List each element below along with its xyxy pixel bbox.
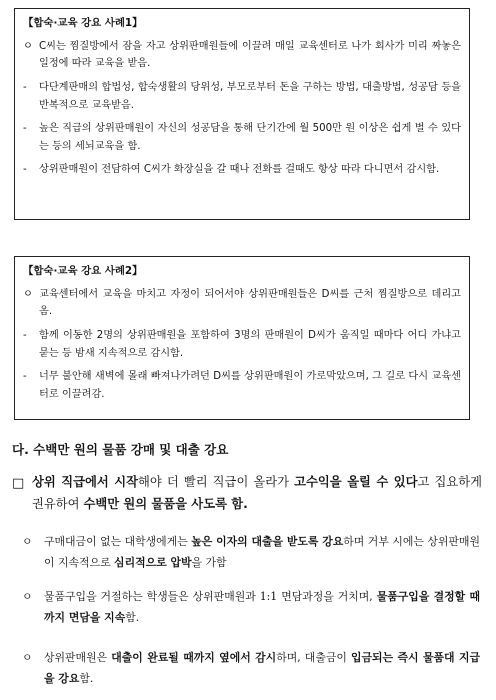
list-bullet: ㅇ xyxy=(22,651,33,664)
body-text: 고 집요하게 권유하여 xyxy=(32,475,482,511)
case-1-item-text: C씨는 찜질방에서 잠을 자고 상위판매원들에 이끌려 매일 교육센터로 나가 회사가 미리 짜놓은 일정에 따라 교육을 받음. xyxy=(39,40,461,70)
sub-point xyxy=(22,587,480,628)
case-2-item-text: 너무 불안해 새벽에 몰래 빠져나가려던 D씨를 상위판매원이 가로막았으며, 그 길로 다시 교육센터로 이끌려감. xyxy=(39,371,461,400)
body-text: 함. xyxy=(79,671,94,685)
case-2-item xyxy=(23,368,461,403)
case-box-1-title: 【합숙·교육 강요 사례1】 xyxy=(23,17,143,29)
case-box-1 xyxy=(14,8,470,220)
body-text: 상위판매원은 xyxy=(44,651,112,664)
case-box-2-title: 【합숙·교육 강요 사례2】 xyxy=(23,265,143,277)
case-2-item-text: 함께 이동한 2명의 상위판매원을 포함하여 3명의 판매원이 D씨가 움직일 때마다 어디 가냐고 묻는 등 밤새 지속적으로 감시함. xyxy=(39,329,461,359)
body-text: 물품구입을 거절하는 학생들은 상위판매원과 1:1 면담과정을 거치며, xyxy=(44,590,377,603)
sub-point xyxy=(22,532,480,573)
body-text: 하며 거부 시에는 상위판매원이 지속적으로 xyxy=(44,535,480,569)
case-1-item-text: 상위판매원이 전담하여 C씨가 화장실을 갈 때나 전화를 걸때도 항상 따라 다니면서 감시함. xyxy=(39,164,440,176)
case-1-item xyxy=(23,38,461,73)
list-bullet: ㅇ xyxy=(23,40,33,52)
case-2-item xyxy=(23,327,461,362)
case-2-item-text: 교육센터에서 교육을 마치고 자정이 되어서야 상위판매원들은 D씨를 근처 찜질방으로 데리고 옴. xyxy=(39,288,461,318)
list-bullet: - xyxy=(23,371,27,383)
body-text: 함. xyxy=(125,610,140,624)
case-1-item xyxy=(23,120,461,155)
section-heading: 다. 수백만 원의 물품 강매 및 대출 강요 xyxy=(12,442,229,457)
list-bullet: - xyxy=(23,164,27,176)
sub-point-text xyxy=(44,532,480,573)
case-1-item-text: 다단계판매의 합법성, 합숙생활의 당위성, 부모로부터 돈을 구하는 방법, 대출방법, 성공담 등을 반복적으로 교육받음. xyxy=(39,81,461,111)
square-bullet: □ xyxy=(12,476,25,491)
emphasis-text: 고수익을 올릴 수 있다 xyxy=(294,475,418,489)
emphasis-text: 대출이 완료될 때까지 옆에서 감시 xyxy=(111,651,277,664)
emphasis-text: 심리적으로 압박 xyxy=(114,555,192,569)
emphasis-text: 수백만 원의 물품을 사도록 함. xyxy=(83,496,248,511)
body-text: 하며, 대출금이 xyxy=(276,651,351,664)
emphasis-text: 높은 이자의 대출을 받도록 강요 xyxy=(191,535,344,548)
list-bullet: - xyxy=(23,81,27,93)
list-bullet: ㅇ xyxy=(23,288,33,300)
main-point-text xyxy=(32,472,482,516)
sub-point xyxy=(22,648,480,689)
case-2-item xyxy=(23,286,461,321)
sub-point-text xyxy=(44,648,480,689)
body-text: 을 가함 xyxy=(191,555,227,569)
body-text: 구매대금이 없는 대학생에게는 xyxy=(44,535,192,548)
main-point xyxy=(12,472,482,516)
list-bullet: - xyxy=(23,123,27,135)
case-1-item xyxy=(23,161,461,179)
list-bullet: ㅇ xyxy=(22,535,33,548)
emphasis-text: 상위 직급에서 시작 xyxy=(32,475,138,489)
case-box-2 xyxy=(14,256,470,420)
body-text: 해야 더 빨리 직급이 올라가 xyxy=(137,475,295,489)
emphasis-text: 물품구입을 결정할 때까지 면담을 지속 xyxy=(44,590,480,624)
sub-point-text xyxy=(44,587,480,628)
list-bullet: ㅇ xyxy=(22,590,33,603)
emphasis-text: 입금되는 즉시 물품대 지급을 강요 xyxy=(44,651,480,685)
case-1-item xyxy=(23,79,461,114)
list-bullet: - xyxy=(23,329,27,341)
case-1-item-text: 높은 직급의 상위판매원이 자신의 성공담을 통해 단기간에 월 500만 원 이상은 쉽게 벌 수 있다는 등의 세뇌교육을 함. xyxy=(39,123,461,152)
